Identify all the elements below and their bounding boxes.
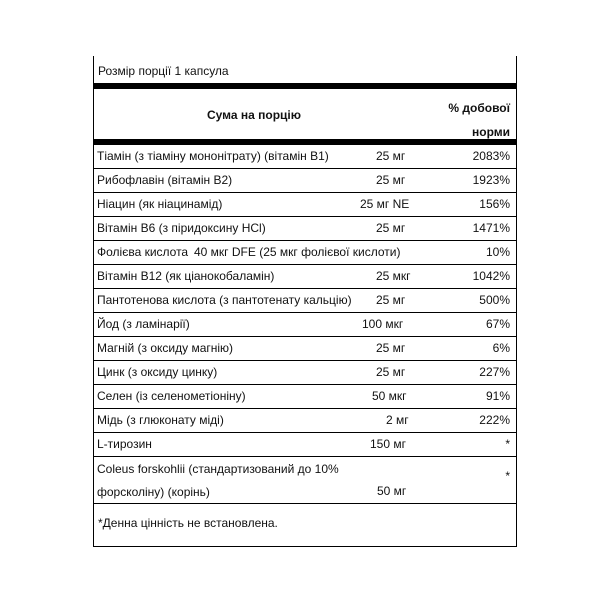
nutrient-row [94,337,516,361]
supplement-facts-panel [93,56,517,547]
serving-size: Розмір порції 1 капсула [98,64,229,78]
nutrient-amount: 40 мкг DFE (25 мкг фолієвої кислоти) [194,245,401,259]
nutrient-daily-value: * [505,469,510,483]
daily-value-header [448,96,510,144]
nutrient-row [94,313,516,337]
nutrient-amount: 2 мг [386,413,409,427]
nutrient-row [94,457,516,504]
nutrient-row [94,409,516,433]
nutrient-amount: 25 мг [376,365,406,379]
nutrient-daily-value: 10% [485,245,510,259]
nutrient-name: Цинк (з оксиду цинку) [97,365,218,379]
nutrient-daily-value: 500% [479,293,510,307]
nutrient-name: Ніацин (як ніацинамід) [97,197,223,211]
nutrient-row [94,361,516,385]
nutrient-amount: 25 мг [376,293,406,307]
nutrient-amount: 25 мг [376,173,406,187]
nutrient-name: L-тирозин [97,437,152,451]
nutrient-daily-value: 156% [479,197,510,211]
nutrient-row [94,217,516,241]
nutrient-row [94,265,516,289]
nutrient-daily-value: * [505,437,510,451]
nutrient-name: Селен (із селенометіоніну) [97,389,246,403]
nutrient-daily-value: 227% [479,365,510,379]
nutrient-name: Рибофлавін (вітамін B2) [97,173,233,187]
nutrient-amount: 25 мг [376,221,406,235]
thick-divider-top [94,83,516,89]
nutrient-amount: 25 мкг [376,269,411,283]
nutrient-row [94,169,516,193]
nutrient-name: Фолієва кислота [97,245,189,259]
nutrient-amount: 25 мг [376,149,406,163]
nutrient-amount: 25 мг NE [360,197,410,211]
nutrient-daily-value: 2083% [472,149,510,163]
amount-per-serving-header: Сума на порцію [206,108,302,122]
nutrient-daily-value: 1042% [472,269,510,283]
nutrient-row [94,385,516,409]
nutrient-name: Coleus forskohlii (стандартизований до 10% форсколіну) (корінь) [97,462,339,499]
nutrient-row [94,433,516,457]
nutrient-row [94,193,516,217]
footnote: *Денна цінність не встановлена. [98,516,278,530]
nutrient-daily-value: 6% [492,341,510,355]
nutrient-amount: 150 мг [370,437,406,451]
nutrient-daily-value: 1471% [472,221,510,235]
daily-value-header-line1: % добової [448,101,510,115]
nutrient-daily-value: 91% [485,389,510,403]
nutrient-name: Йод (з ламінарії) [97,317,190,331]
nutrient-name: Вітамін B6 (з піридоксину HCl) [97,221,266,235]
daily-value-header-line2: норми [471,125,510,139]
nutrient-amount: 100 мкг [362,317,404,331]
nutrient-amount: 50 мкг [372,389,407,403]
nutrient-name: Магній (з оксиду магнію) [97,341,234,355]
nutrient-amount: 25 мг [376,341,406,355]
nutrient-row [94,145,516,169]
nutrient-name: Вітамін B12 (як ціанокобаламін) [97,269,275,283]
nutrient-name: Мідь (з глюконату міді) [97,413,224,427]
nutrient-daily-value: 67% [485,317,510,331]
nutrient-daily-value: 222% [479,413,510,427]
nutrient-daily-value: 1923% [472,173,510,187]
nutrient-row [94,289,516,313]
nutrient-name: Тіамін (з тіаміну мононітрату) (вітамін B1) [97,149,329,163]
nutrient-name: Пантотенова кислота (з пантотенату кальцію) [97,293,352,307]
nutrient-amount: 50 мг [377,484,407,498]
nutrient-row [94,241,516,265]
